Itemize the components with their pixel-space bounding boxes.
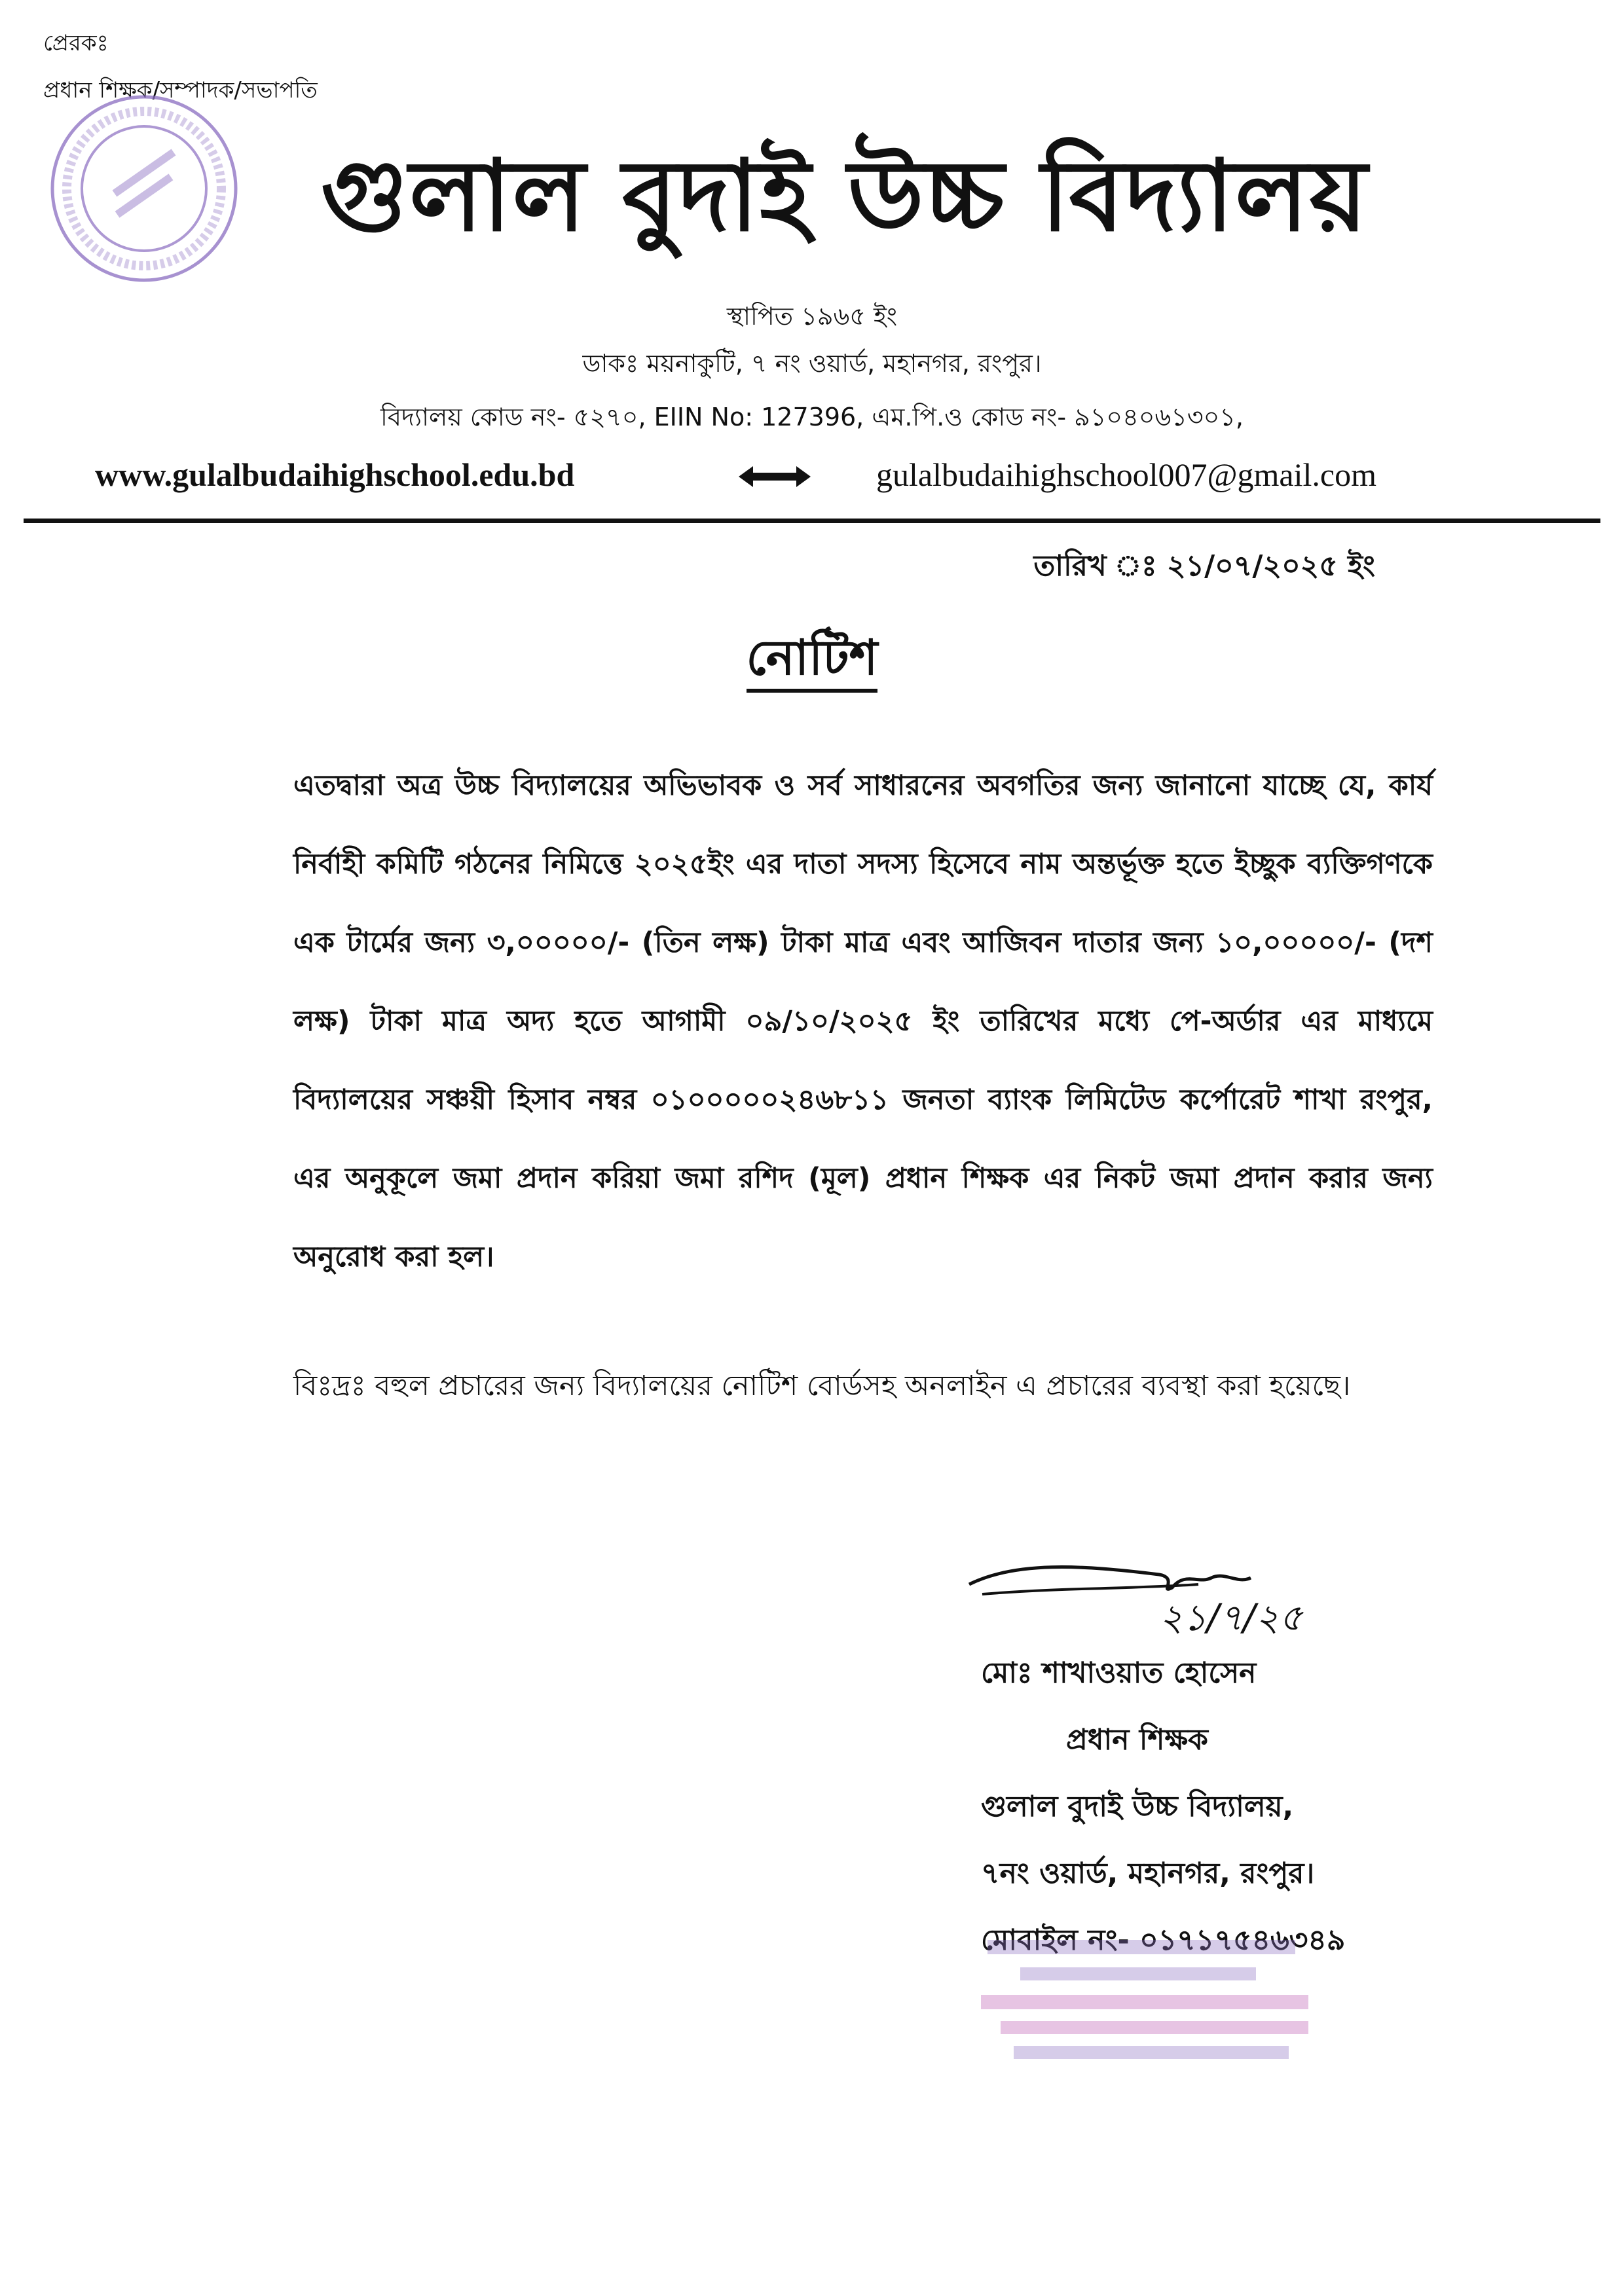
email-link[interactable]: gulalbudaihighschool007@gmail.com (876, 456, 1376, 493)
double-arrow-icon (739, 464, 811, 490)
notice-body: এতদ্বারা অত্র উচ্চ বিদ্যালয়ের অভিভাবক ও সর্ব সাধারনের অবগতির জন্য জানানো যাচ্ছে যে, কার্য নির্বাহী কমিটি গঠনের নিমিত্তে ২০২৫ইং এর দাতা সদস্য হিসেবে নাম অন্তর্ভূক্ত হতে ইচ্ছুক ব্যক্তিগণকে এক টার্মের জন্য ৩,০০০০০/- (তিন লক্ষ) টাকা মাত্র এবং আজিবন দাতার জন্য ১০,০০০০০/- (দশ লক্ষ) টাকা মাত্র অদ্য হতে আগামী ০৯/১০/২০২৫ ইং তারিখের মধ্যে পে-অর্ডার এর মাধ্যমে বিদ্যালয়ের সঞ্চয়ী হিসাব নম্বর ০১০০০০০২৪৬৮১১ জনতা ব্যাংক লিমিটেড কর্পোরেট শাখা রংপুর, এর অনুকূলে জমা প্রদান করিয়া জমা রশিদ (মূল) প্রধান শিক্ষক এর নিকট জমা প্রদান করার জন্য অনুরোধ করা হল। (293, 769, 1433, 1273)
established-line: স্থাপিত ১৯৬৫ ইং (726, 302, 898, 331)
address-line: ডাকঃ ময়নাকুটি, ৭ নং ওয়ার্ড, মহানগর, রংপুর। (582, 349, 1042, 378)
school-name-title: গুলাল বুদাই উচ্চ বিদ্যালয় (320, 139, 1369, 253)
notice-postscript: বিঃদ্রঃ বহুল প্রচারের জন্য বিদ্যালয়ের নোটিশ বোর্ডসহ অনলাইন এ প্রচারের ব্যবস্থা করা হয়েছে। (293, 1370, 1351, 1402)
notice-heading (0, 629, 1624, 687)
signatory-school: গুলাল বুদাই উচ্চ বিদ্যালয়, (981, 1790, 1294, 1823)
notice-title-text: নোটিশ (747, 630, 878, 693)
headmaster-rubber-stamp (974, 1935, 1341, 2072)
signature-block (981, 1640, 1345, 1974)
sender-label: প্রেরকঃ (43, 30, 109, 56)
signatory-mobile: মোবাইল নং- ০১৭১৭৫৪৬৩৪৯ (981, 1923, 1346, 1957)
signatory-title: প্রধান শিক্ষক (1066, 1723, 1208, 1757)
codes-line: বিদ্যালয় কোড নং- ৫২৭০, EIIN No: 127396, এম.পি.ও কোড নং- ৯১০৪০৬১৩০১, (380, 403, 1244, 431)
handwritten-date: ২১/৭/২৫ (1159, 1597, 1303, 1639)
signatory-address: ৭নং ওয়ার্ড, মহানগর, রংপুর। (981, 1857, 1315, 1890)
sender-designation: প্রধান শিক্ষক/সম্পাদক/সভাপতি (43, 77, 318, 103)
notice-date: তারিখ ঃ ২১/০৭/২০২৫ ইং (1033, 549, 1375, 583)
header-divider (24, 519, 1600, 523)
signatory-name: মোঃ শাখাওয়াত হোসেন (981, 1656, 1257, 1690)
handwritten-signature (963, 1548, 1382, 1647)
website-link[interactable]: www.gulalbudaihighschool.edu.bd (95, 456, 575, 493)
